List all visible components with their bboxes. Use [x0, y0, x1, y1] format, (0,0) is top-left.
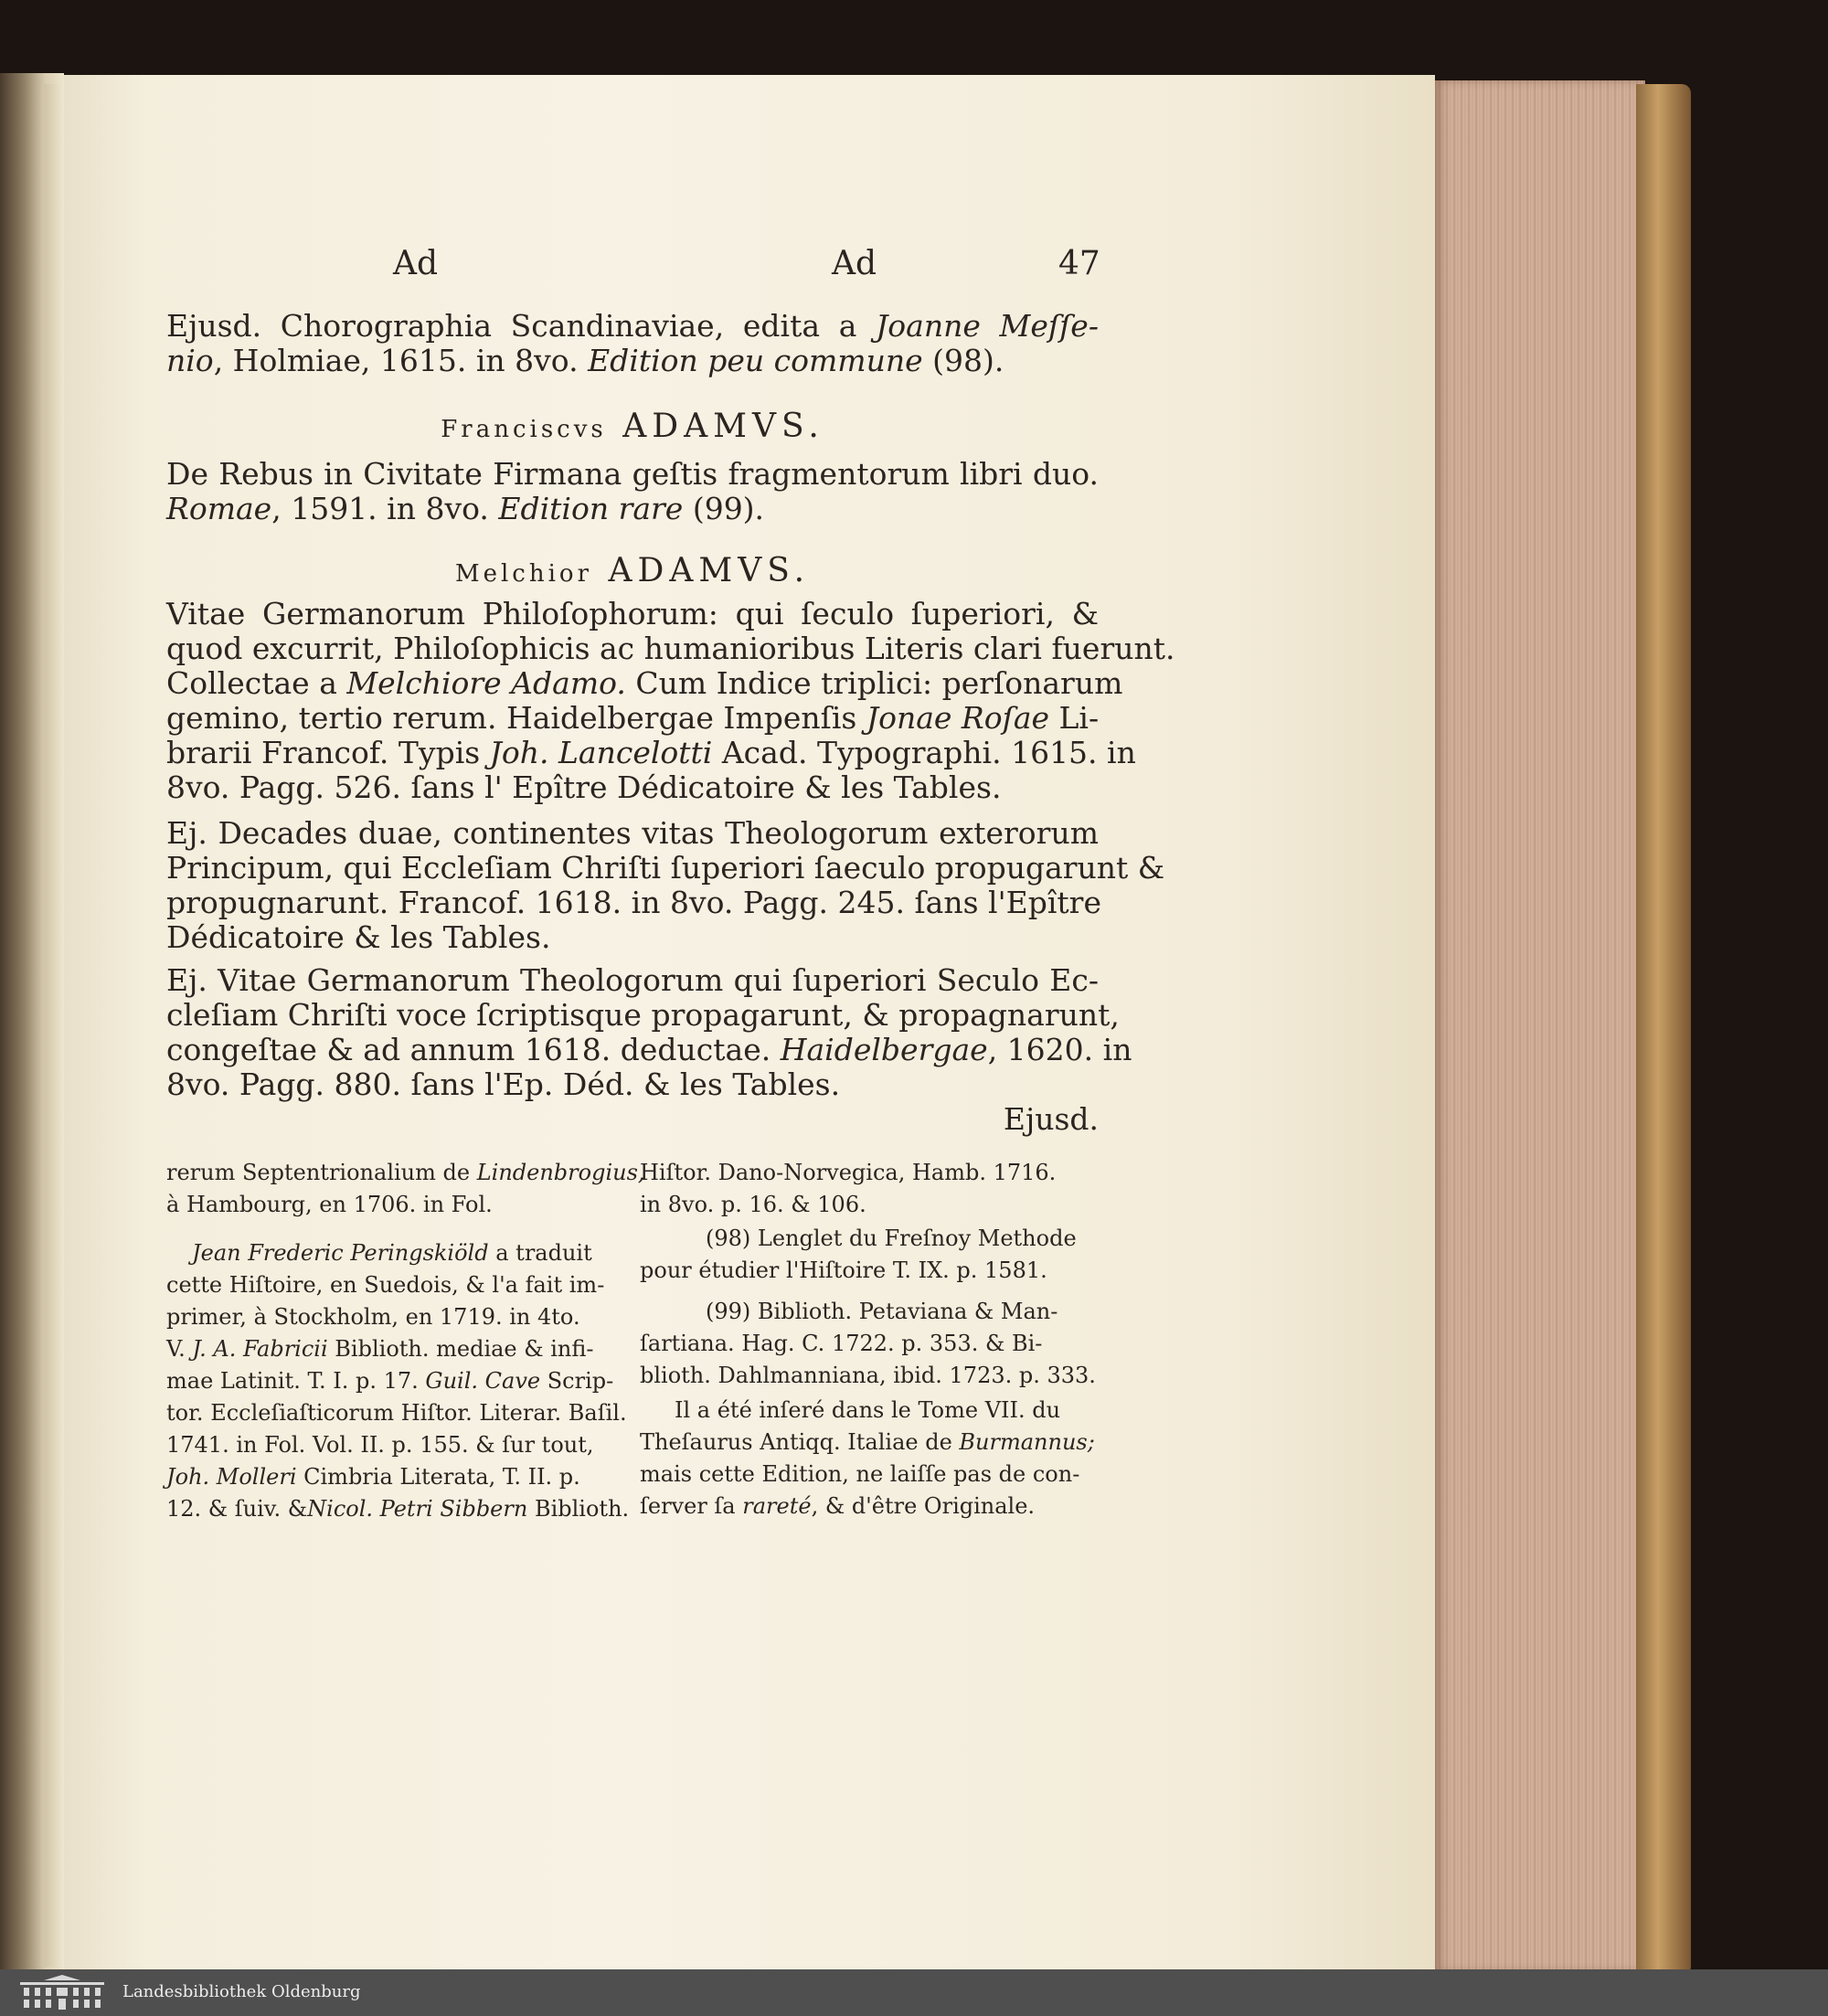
footnote-line: cette Hiſtoire, en Suedois, & l'a fait im- [166, 1272, 605, 1298]
footnote-line: Joh. Molleri Cimbria Literata, T. II. p. [166, 1464, 580, 1490]
footnote-line: rerum Septentrionalium de Lindenbrogius, [166, 1160, 645, 1185]
text-line: congeſtae & ad annum 1618. deductae. Haidelbergae, 1620. in [166, 1032, 1132, 1067]
text-line: quod excurrit, Philoſophicis ac humanioribus Literis clari fuerunt. [166, 631, 1175, 666]
footnote-line: 1741. in Fol. Vol. II. p. 155. & ſur tout, [166, 1432, 594, 1458]
library-name[interactable]: Landesbibliothek Oldenburg [122, 1982, 361, 2001]
text-line: Principum, qui Eccleſiam Chriſti ſuperiori ſaeculo propugarunt & [166, 850, 1165, 886]
text-line: Ej. Decades duae, continentes vitas Theologorum exterorum [166, 815, 1099, 851]
left-page-edge [44, 84, 65, 1967]
footnote-line: 12. & ſuiv. &Nicol. Petri Sibbern Biblioth. [166, 1496, 630, 1522]
text-line: Ejusd. Chorographia Scandinaviae, edita a Joanne Meſſe- [166, 308, 1099, 344]
running-head-center: Ad [832, 245, 877, 282]
viewer-footer [0, 1969, 1828, 2016]
footnote-line: Hiſtor. Dano-Norvegica, Hamb. 1716. [640, 1160, 1057, 1185]
footnote-line: mais cette Edition, ne laiſſe pas de con- [640, 1461, 1080, 1487]
section-heading-franciscus: Franciscvs ADAMVS. [441, 408, 824, 445]
text-line: propugnarunt. Francof. 1618. in 8vo. Pagg. 245. ſans l'Epître [166, 885, 1101, 920]
footnote-line: Il a été inſeré dans le Tome VII. du [675, 1397, 1061, 1423]
footnote-line: blioth. Dahlmanniana, ibid. 1723. p. 333. [640, 1363, 1096, 1388]
footnote-line: tor. Eccleſiaſticorum Hiſtor. Literar. Baſil. [166, 1400, 627, 1426]
text-line: De Rebus in Civitate Firmana geſtis fragmentorum libri duo. [166, 456, 1099, 492]
footnote-line: in 8vo. p. 16. & 106. [640, 1192, 866, 1217]
footnote-line: pour étudier l'Hiſtoire T. IX. p. 1581. [640, 1257, 1047, 1283]
footnote-line: V. J. A. Fabricii Biblioth. mediae & infi- [166, 1336, 594, 1362]
text-line: Vitae Germanorum Philoſophorum: qui ſeculo ſuperiori, & [166, 596, 1099, 631]
library-building-icon [16, 1975, 108, 2011]
footnote-98: (98) Lenglet du Freſnoy Methode [706, 1226, 1077, 1251]
catchword: Ejusd. [1003, 1101, 1099, 1137]
footnote-99: (99) Biblioth. Petaviana & Man- [706, 1299, 1058, 1324]
text-line: nio, Holmiae, 1615. in 8vo. Edition peu commune (98). [166, 343, 1004, 378]
section-heading-melchior: Melchior ADAMVS. [454, 552, 811, 589]
text-line: 8vo. Pagg. 880. ſans l'Ep. Déd. & les Tables. [166, 1066, 841, 1102]
text-line: cleſiam Chriſti voce ſcriptisque propagarunt, & propagnarunt, [166, 997, 1120, 1033]
text-line: brarii Francof. Typis Joh. Lancelotti Acad. Typographi. 1615. in [166, 735, 1136, 770]
footnote-line: ſartiana. Hag. C. 1722. p. 353. & Bi- [640, 1331, 1043, 1356]
footnote-line: à Hambourg, en 1706. in Fol. [166, 1192, 493, 1217]
footnote-line: primer, à Stockholm, en 1719. in 4to. [166, 1304, 580, 1330]
text-line: Dédicatoire & les Tables. [166, 919, 551, 955]
text-line: Ej. Vitae Germanorum Theologorum qui ſuperiori Seculo Ec- [166, 962, 1099, 998]
footnote-line: Jean Frederic Peringskiöld a traduit [192, 1240, 592, 1266]
page-number: 47 [1058, 245, 1100, 282]
footnote-line: ſerver ſa rareté, & d'être Originale. [640, 1493, 1036, 1519]
text-line: 8vo. Pagg. 526. ſans l' Epître Dédicatoire & les Tables. [166, 769, 1002, 805]
text-line: gemino, tertio rerum. Haidelbergae Impenſis Jonae Roſae Li- [166, 700, 1100, 736]
running-head-left: Ad [393, 245, 439, 282]
book-cover [1636, 84, 1691, 1976]
text-line: Collectae a Melchiore Adamo. Cum Indice triplici: perſonarum [166, 665, 1123, 701]
footnote-line: mae Latinit. T. I. p. 17. Guil. Cave Scrip- [166, 1368, 614, 1394]
footnote-line: Theſaurus Antiqq. Italiae de Burmannus; [640, 1429, 1095, 1455]
text-line: Romae, 1591. in 8vo. Edition rare (99). [166, 491, 765, 526]
fore-edge [1435, 80, 1645, 1972]
